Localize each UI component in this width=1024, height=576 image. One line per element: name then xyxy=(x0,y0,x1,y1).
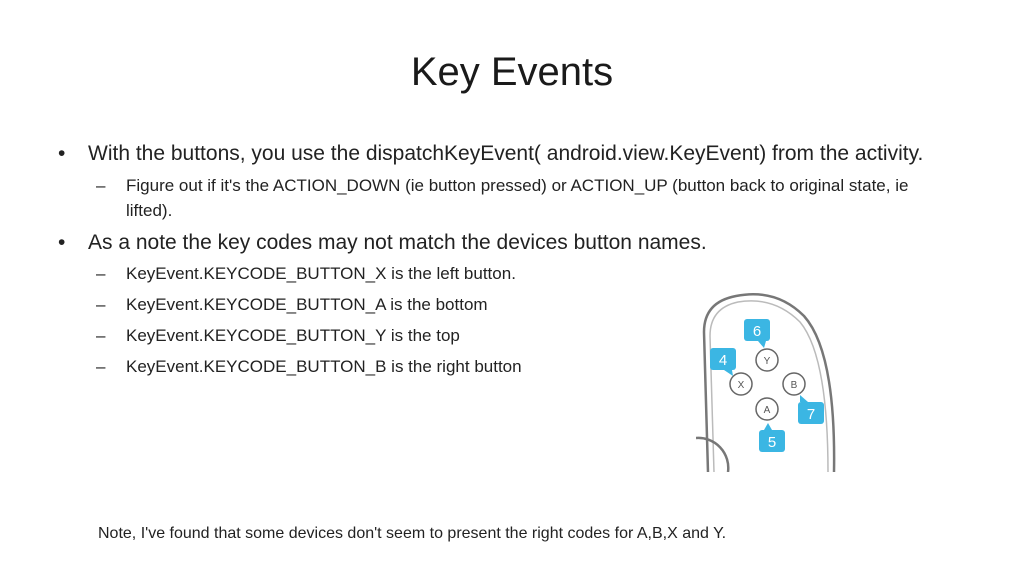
footnote: Note, I've found that some devices don't seem to present the right codes for A,B,X and Y. xyxy=(98,525,727,542)
callout-top xyxy=(744,319,770,348)
svg-text:B: B xyxy=(790,380,798,391)
button-b xyxy=(783,373,805,395)
gamepad-illustration xyxy=(696,292,838,472)
svg-text:7: 7 xyxy=(806,406,816,423)
button-a xyxy=(756,398,778,420)
svg-text:X: X xyxy=(737,380,745,391)
button-y xyxy=(756,349,778,371)
bullet-item: • With the buttons, you use the dispatchKeyEvent( android.view.KeyEvent) from the activity. xyxy=(58,138,958,169)
sub-bullet-item: – KeyEvent.KEYCODE_BUTTON_B is the right button xyxy=(96,351,958,382)
bullet-item: • As a note the key codes may not match the devices button names. xyxy=(58,227,958,258)
sub-bullet-item: – KeyEvent.KEYCODE_BUTTON_X is the left button. xyxy=(96,258,958,289)
left-stick-outline xyxy=(696,438,728,472)
sub-bullet-item: – KeyEvent.KEYCODE_BUTTON_Y is the top xyxy=(96,320,958,351)
slide-title: Key Events xyxy=(410,50,614,94)
button-x xyxy=(730,373,752,395)
svg-text:6: 6 xyxy=(752,323,762,340)
callout-right xyxy=(798,395,824,424)
svg-text:5: 5 xyxy=(767,434,777,451)
sub-bullet-item: – Figure out if it's the ACTION_DOWN (ie button pressed) or ACTION_UP (button back to original state, ie lifted). xyxy=(96,173,958,223)
svg-text:A: A xyxy=(763,405,771,416)
controller-diagram xyxy=(696,292,838,472)
svg-text:4: 4 xyxy=(718,352,728,369)
callout-bottom xyxy=(759,423,785,452)
svg-text:Y: Y xyxy=(763,356,771,367)
callout-left xyxy=(710,348,736,376)
sub-bullet-item: – KeyEvent.KEYCODE_BUTTON_A is the bottom xyxy=(96,289,958,320)
